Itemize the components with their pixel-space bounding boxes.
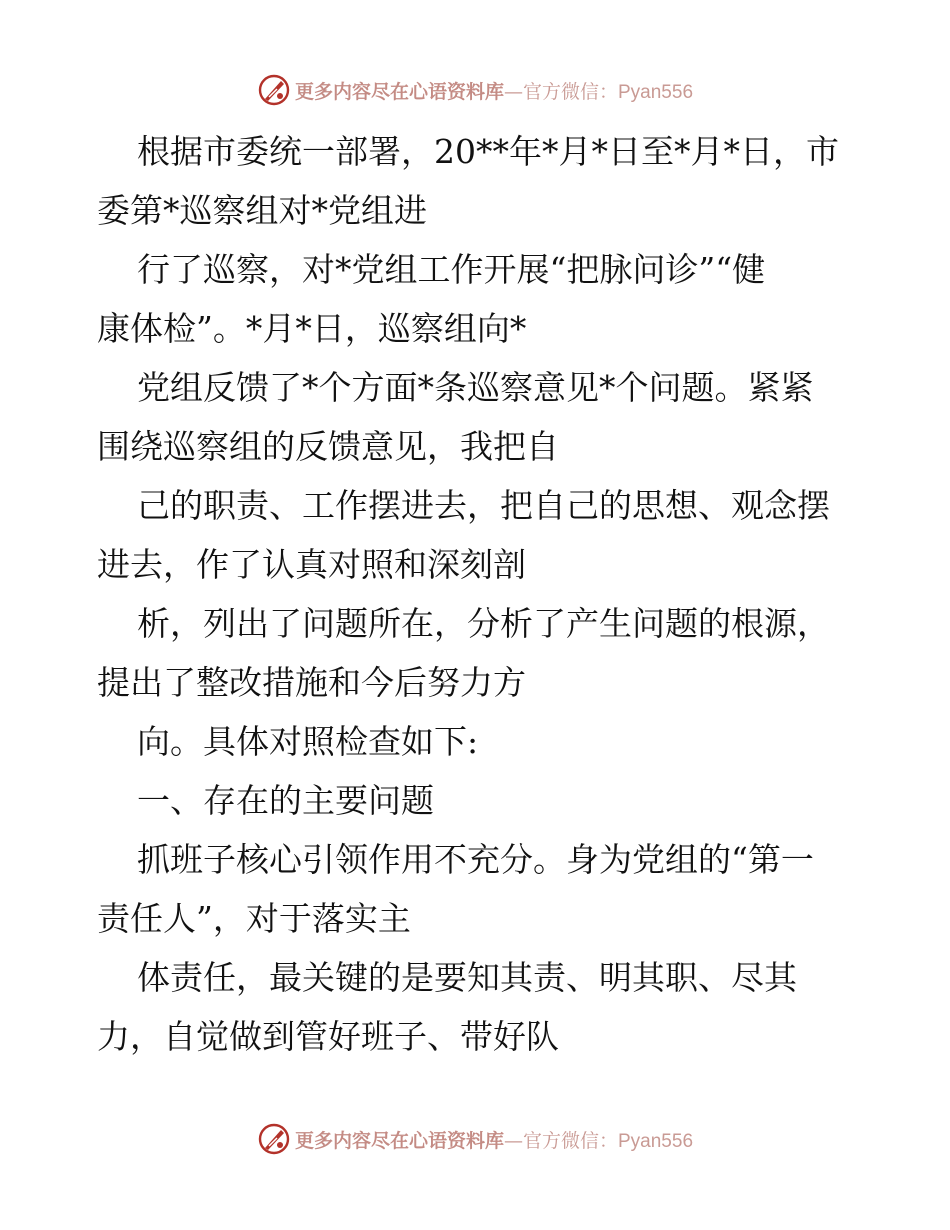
text-line: 抓班子核心引领作用不充分。身为党组的“第一 <box>137 840 814 879</box>
text-line: 提出了整改措施和今后努力方 <box>97 663 526 702</box>
watermark-label: 官方微信： <box>522 80 618 103</box>
watermark-account: Pyan556 <box>618 1130 694 1152</box>
text-line: 党组反馈了*个方面*条巡察意见*个问题。紧紧 <box>137 368 814 407</box>
watermark-label: 官方微信： <box>522 1129 618 1152</box>
watermark-text <box>295 77 693 104</box>
watermark-text <box>295 1126 693 1153</box>
watermark-dash: — <box>503 1129 523 1152</box>
section-heading: 一、存在的主要问题 <box>137 781 434 820</box>
watermark-dash: — <box>503 80 523 103</box>
watermark-brand: 更多内容尽在心语资料库 <box>294 80 504 103</box>
quill-logo-icon <box>257 73 291 107</box>
document-body <box>97 122 857 1066</box>
text-line: 围绕巡察组的反馈意见，我把自 <box>97 427 559 466</box>
watermark-account: Pyan556 <box>618 81 694 103</box>
text-line: 康体检”。*月*日，巡察组向* <box>97 309 527 348</box>
text-line: 责任人”，对于落实主 <box>97 899 411 938</box>
watermark-footer <box>0 1121 950 1157</box>
text-line: 进去，作了认真对照和深刻剖 <box>97 545 526 584</box>
text-line: 向。具体对照检查如下: <box>137 722 479 761</box>
text-line: 根据市委统一部署，20**年*月*日至*月*日，市 <box>137 132 839 171</box>
text-line: 行了巡察，对*党组工作开展“把脉问诊”“健 <box>137 250 766 289</box>
text-line: 析，列出了问题所在，分析了产生问题的根源， <box>137 604 830 643</box>
quill-logo-icon <box>257 1122 291 1156</box>
text-line: 己的职责、工作摆进去，把自己的思想、观念摆 <box>137 486 830 525</box>
text-line: 体责任，最关键的是要知其责、明其职、尽其 <box>137 958 797 997</box>
text-line: 力，自觉做到管好班子、带好队 <box>97 1017 559 1056</box>
watermark-header <box>0 72 950 108</box>
text-line: 委第*巡察组对*党组进 <box>97 191 427 230</box>
watermark-brand: 更多内容尽在心语资料库 <box>294 1129 504 1152</box>
